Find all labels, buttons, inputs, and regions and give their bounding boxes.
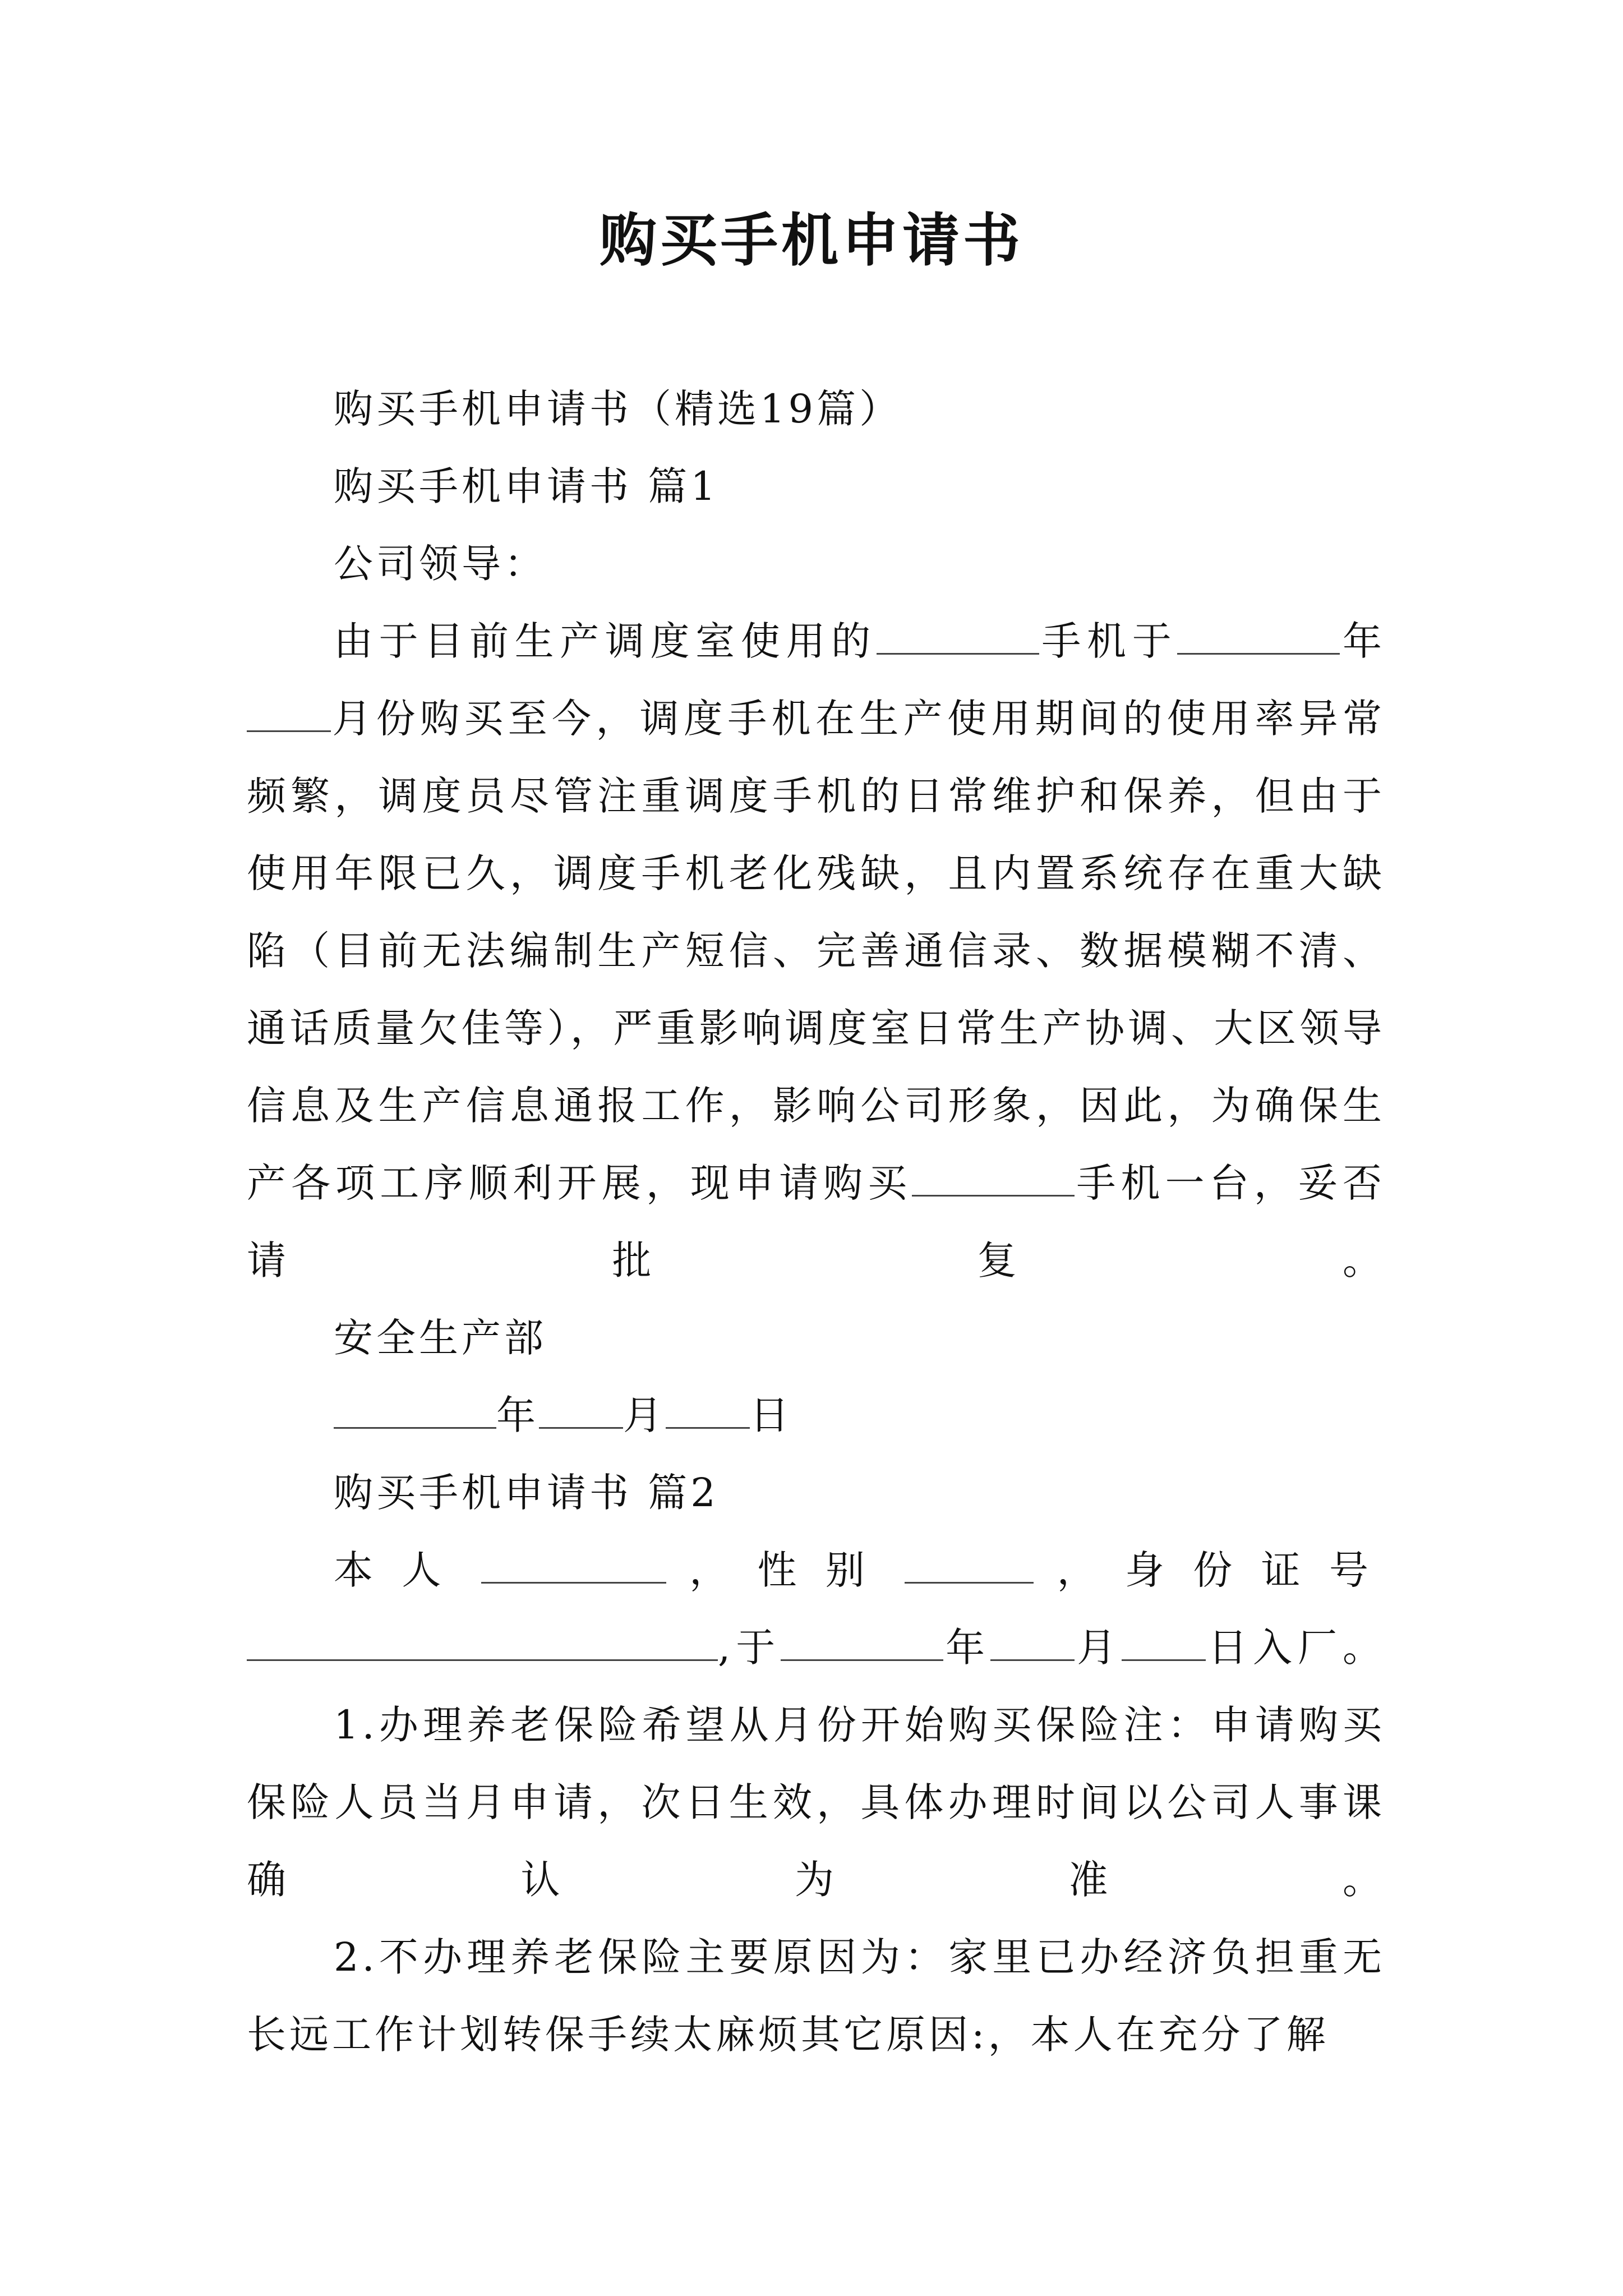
personal-info-paragraph [247, 1531, 1385, 1686]
text-segment: 年 [943, 1625, 991, 1671]
blank-field [666, 1395, 750, 1429]
blank-field [905, 1549, 1034, 1584]
blank-field [912, 1162, 1075, 1197]
blank-field [1177, 620, 1340, 655]
text-segment: 手机于 [1039, 618, 1178, 664]
text-segment: 由于目前生产调度室使用的 [334, 618, 877, 664]
blank-field [539, 1395, 623, 1429]
text-segment: 手机一台，妥否请批复。 [247, 1160, 1386, 1283]
blank-field [247, 1627, 718, 1661]
text-segment: 月份购买至今，调度手机在生产使用期间的使用率异常频繁，调度员尽管注重调度手机的日常维护和保养，但由于使用年限已久，调度手机老化残缺，且内置系统存在重大缺陷（目前无法编制生产短信、完善通信录、数据模糊不清、通话质量欠佳等），严重影响调度室日常生产协调、大区领导信息及生产信息通报工作，影响公司形象，因此，为确保生产各项工序顺利开展，现申请购买 [247, 696, 1385, 1206]
date-line [247, 1377, 1385, 1454]
blank-field [334, 1395, 496, 1429]
text-segment: 本人 [334, 1547, 470, 1593]
item-2-paragraph: 2.不办理养老保险主要原因为：家里已办经济负担重无长远工作计划转保手续太麻烦其它原因:，本人在充分了解 [247, 1934, 1385, 2058]
request-paragraph [247, 602, 1385, 1299]
text-segment: ,于 [718, 1625, 781, 1671]
text-segment: ，身份证号 [1045, 1547, 1386, 1593]
text-segment: 年 [496, 1392, 539, 1438]
department-signature: 安全生产部 [334, 1315, 547, 1361]
blank-field [781, 1627, 943, 1661]
item-1-paragraph: 1.办理养老保险希望从月份开始购买保险注：申请购买保险人员当月申请，次日生效，具体办理时间以公司人事课确认为准。 [247, 1702, 1385, 1903]
document-body [247, 370, 1385, 2073]
salutation: 公司领导： [334, 541, 547, 587]
blank-field [481, 1549, 666, 1584]
text-segment: 月 [623, 1392, 666, 1438]
blank-field [1122, 1627, 1206, 1661]
subtitle-line: 购买手机申请书（精选19篇） [334, 386, 902, 432]
document-title: 购买手机申请书 [600, 208, 1023, 274]
section-heading-2: 购买手机申请书 篇2 [334, 1470, 719, 1516]
blank-field [247, 698, 331, 732]
text-segment: 日入厂。 [1206, 1625, 1386, 1671]
section-heading-1: 购买手机申请书 篇1 [334, 463, 719, 509]
blank-field [990, 1627, 1075, 1661]
text-segment: 月 [1075, 1625, 1122, 1671]
text-segment: 日 [750, 1392, 792, 1438]
text-segment: ，性别 [677, 1547, 894, 1593]
blank-field [877, 620, 1039, 655]
text-segment: 年 [1340, 618, 1386, 664]
